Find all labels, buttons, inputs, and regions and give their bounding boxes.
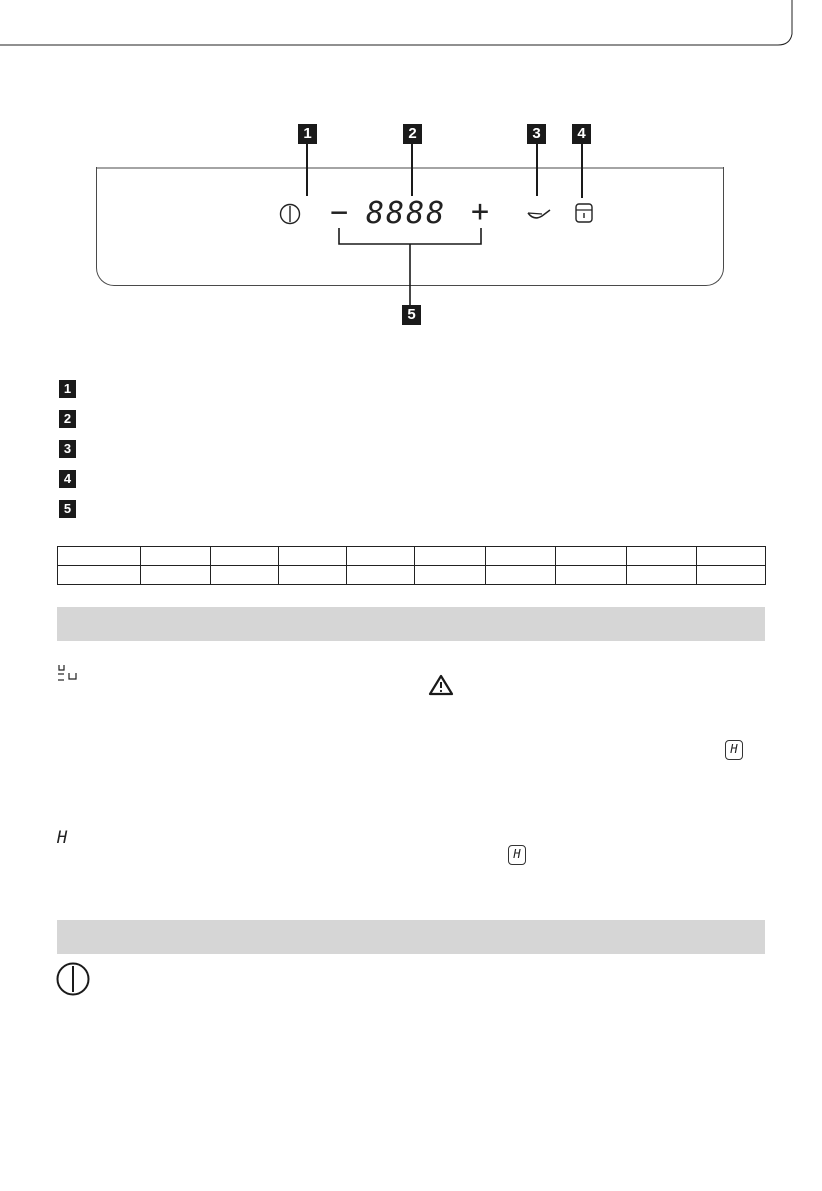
legend-badge-4: 4 <box>59 470 76 488</box>
leader-3 <box>536 144 538 196</box>
table-cell <box>279 566 347 585</box>
table-cell <box>556 566 627 585</box>
leader-2 <box>411 144 413 196</box>
residual-heat-key-icon: H <box>508 845 526 865</box>
table-cell <box>627 566 697 585</box>
table-cell <box>58 547 141 566</box>
warning-icon <box>428 674 454 696</box>
table-cell <box>697 547 766 566</box>
table-cell <box>141 566 211 585</box>
lock-icon[interactable] <box>574 202 594 224</box>
seven-segment-display: 8888 <box>366 196 447 231</box>
minus-button[interactable]: − <box>330 195 351 230</box>
callout-3: 3 <box>527 124 546 144</box>
residual-heat-symbol: H <box>57 828 68 848</box>
table-cell <box>697 566 766 585</box>
table-cell <box>556 547 627 566</box>
table-cell <box>58 566 141 585</box>
table-cell <box>211 547 279 566</box>
leader-1 <box>306 144 308 196</box>
leader-4 <box>581 144 583 198</box>
table-cell <box>415 547 486 566</box>
section-header-band <box>57 607 765 641</box>
u-segment-icon <box>56 663 80 683</box>
callout-4: 4 <box>572 124 591 144</box>
table-cell <box>627 547 697 566</box>
table-cell <box>347 566 415 585</box>
legend-badge-3: 3 <box>59 440 76 458</box>
power-icon[interactable] <box>279 203 301 225</box>
legend-badge-1: 1 <box>59 380 76 398</box>
plus-button[interactable]: + <box>471 194 492 229</box>
table-row <box>58 566 766 585</box>
table-cell <box>211 566 279 585</box>
callout-5: 5 <box>402 305 421 325</box>
table-cell <box>486 566 556 585</box>
table-cell <box>141 547 211 566</box>
table-cell <box>347 547 415 566</box>
data-table <box>57 546 766 585</box>
cut-line <box>0 0 822 60</box>
table-cell <box>486 547 556 566</box>
power-icon-large <box>55 961 91 997</box>
table-cell <box>279 547 347 566</box>
callout-1: 1 <box>298 124 317 144</box>
pot-icon[interactable] <box>526 204 552 222</box>
table-row <box>58 547 766 566</box>
table-cell <box>415 566 486 585</box>
callout-2: 2 <box>403 124 422 144</box>
legend-badge-5: 5 <box>59 500 76 518</box>
bracket-5 <box>336 228 486 308</box>
residual-heat-key-icon: H <box>725 740 743 760</box>
section-header-band <box>57 920 765 954</box>
legend-badge-2: 2 <box>59 410 76 428</box>
